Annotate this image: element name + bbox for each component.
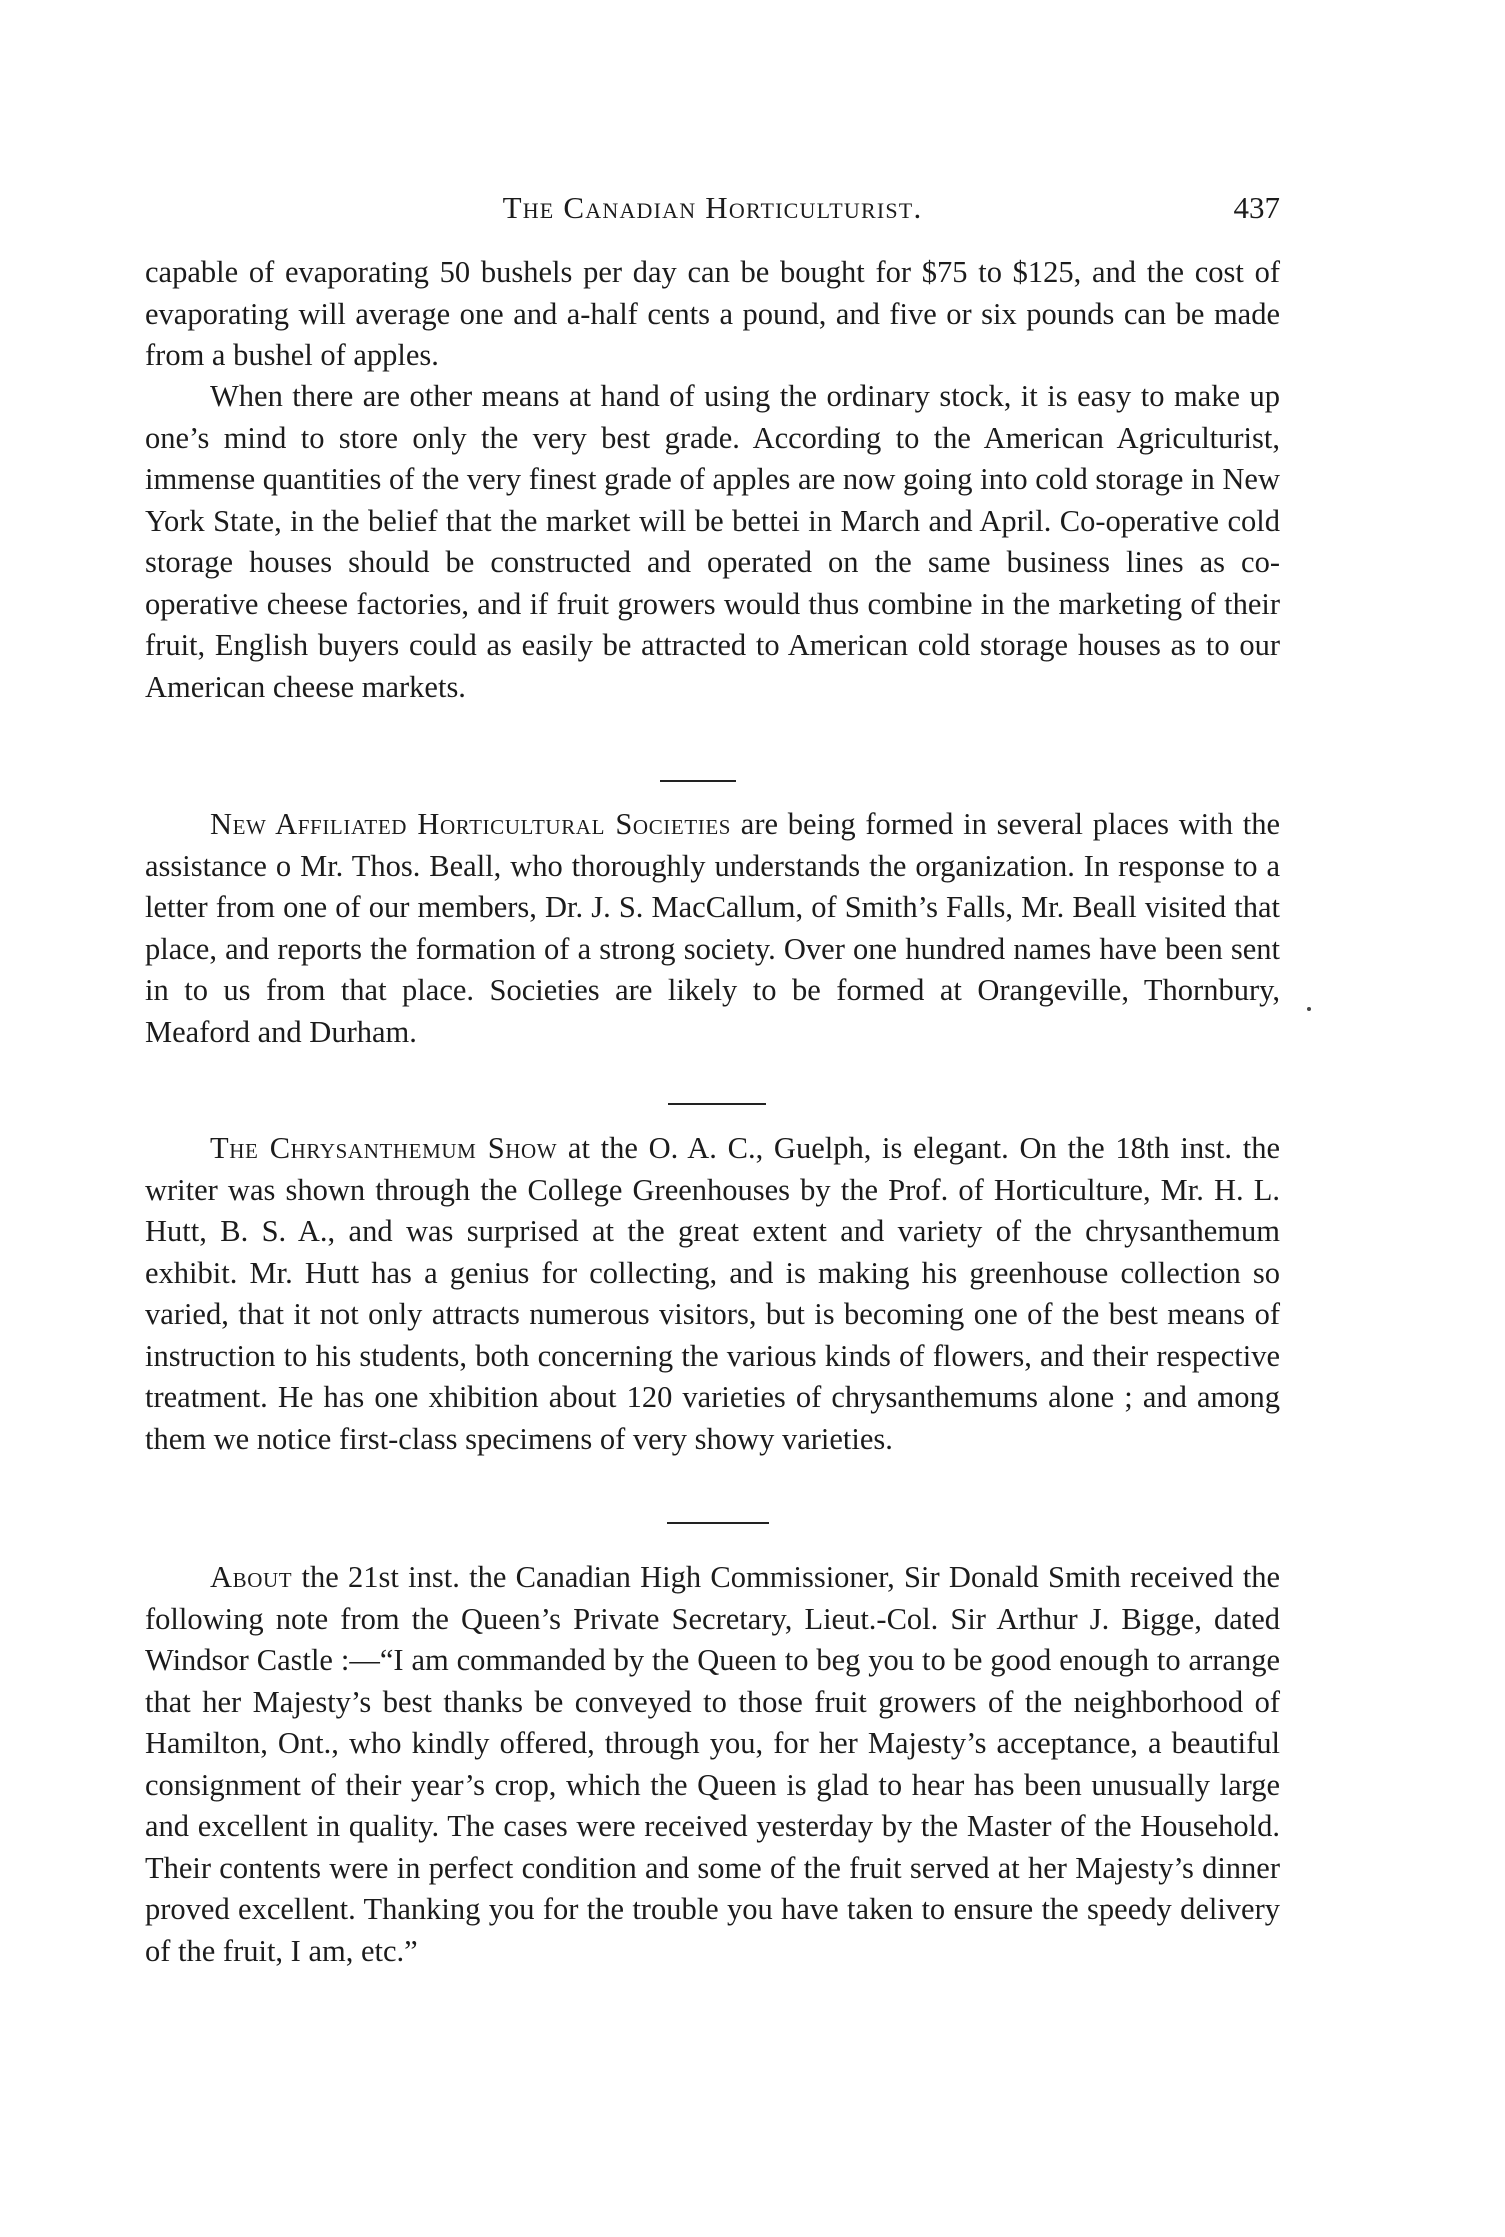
paragraph-lead-in: New Affiliated Horticultural Societies — [210, 807, 732, 841]
paragraph-body: at the O. A. C., Guelph, is elegant. On the 18th inst. the writer was shown through the College Greenhouses by the Prof. of Horticulture, Mr. H. L. Hutt, B. S. A., and was surprised at the great extent and variety of the chrysanthemum exhibit. Mr. Hutt has a genius for collecting, and is making his greenhouse collection so varied, that it not only attracts numerous visitors, but is becoming one of the best means of instruction to his students, both concerning the various kinds of flowers, and their respective treatment. He has one xhibition about 120 varieties of chrysanthemums alone ; and among them we notice first-class specimens of very showy varieties. — [145, 1131, 1280, 1456]
paragraph-evaporator-cost: capable of evaporating 50 bushels per day can be bought for $75 to $125, and the cost of evaporating will average one and a-half cents a pound, and five or six pounds can be made from a bushel of apples. — [145, 255, 1280, 372]
paragraph-lead-in: The Chrysanthemum Show — [210, 1131, 558, 1165]
running-head — [145, 190, 1280, 240]
page-number: 437 — [1233, 190, 1280, 225]
paragraph-body: the 21st inst. the Canadian High Commissioner, Sir Donald Smith received the following note from the Queen’s Private Secretary, Lieut.-Col. Sir Arthur J. Bigge, dated Windsor Castle :—“I am commanded by the Queen to beg you to be good enough to arrange that her Majesty’s best thanks be conveyed to those fruit growers of the neighborhood of Hamilton, Ont., who kindly offered, through you, for her Majesty’s acceptance, a beautiful consignment of their year’s crop, which the Queen is glad to hear has been unusually large and excellent in quality. The cases were received yesterday by the Master of the Household. Their contents were in perfect condition and some of the fruit served at her Majesty’s dinner proved excellent. Thanking you for the trouble you have taken to ensure the speedy delivery of the fruit, I am, etc.” — [145, 1560, 1280, 1968]
section-divider — [660, 780, 736, 782]
paragraph-body: are being formed in several places with the assistance o Mr. Thos. Beall, who thoroughly understands the organization. In response to a letter from one of our members, Dr. J. S. MacCallum, of Smith’s Falls, Mr. Beall visited that place, and reports the formation of a strong society. Over one hundred names have been sent in to us from that place. Societies are likely to be formed at Orangeville, Thornbury, Meaford and Durham. — [145, 807, 1280, 1049]
running-title: The Canadian Horticulturist. — [502, 190, 923, 225]
paragraph-queen-letter — [145, 1557, 1280, 1972]
section-divider — [667, 1522, 769, 1524]
paragraph-cold-storage: When there are other means at hand of using the ordinary stock, it is easy to make up one’s mind to store only the very best grade. According to the American Agriculturist, immense quantities of the very finest grade of apples are now going into cold storage in New York State, in the belief that the market will be bettei in March and April. Co-operative cold storage houses should be constructed and operated on the same business lines as co-operative cheese factories, and if fruit growers would thus combine in the marketing of their fruit, English buyers could as easily be attracted to American cold storage houses as to our American cheese markets. — [145, 379, 1280, 704]
paragraph-chrysanthemum-show — [145, 1128, 1280, 1460]
section-divider — [668, 1103, 766, 1105]
margin-mark — [1307, 1007, 1311, 1011]
paragraph-lead-in: About — [210, 1560, 293, 1594]
paragraph-affiliated-societies — [145, 804, 1280, 1053]
